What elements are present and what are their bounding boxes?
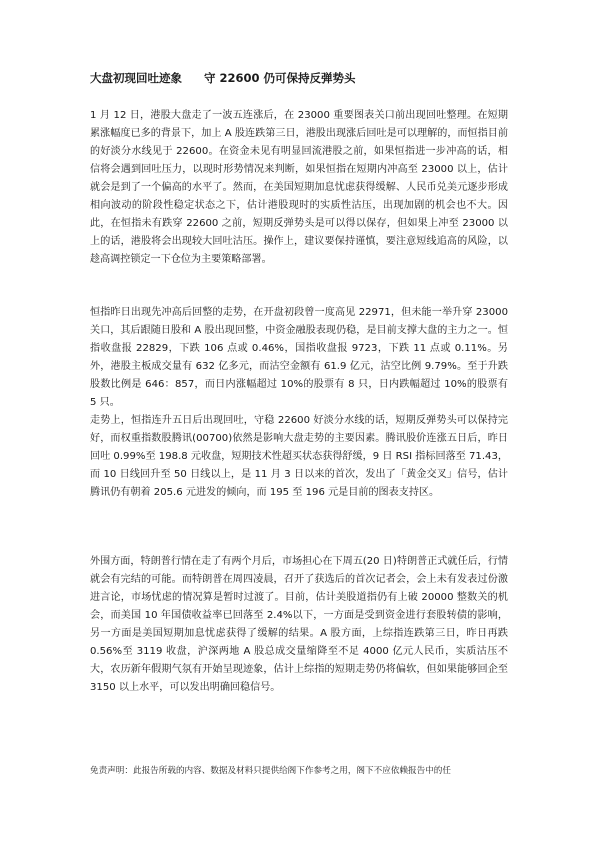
body-paragraph-4: 外围方面，特朗普行情在走了有两个月后，市场担心在下周五(20 日)特朗普正式就任后，行情就会有完结的可能。而特朗普在周四凌晨，召开了获选后的首次记者会，会上未有发表过份激进言论，市场忧虑的情况算是暂时过渡了。目前，估计美股道指仍有上破 20000 整数关的机会，而美国 10 年国债收益率已回落至 2.4%以下，一方面是受到资金进行套股转债的影响，另一方面是美国短期加息忧虑获得了缓解的结果。A 股方面，上综指连跌第三日，昨日再跌 0.56%至 3119 收盘，沪深两地 A 股总成交量缩降至不足 4000 亿元人民币，实质沽压不大，农历新年假期气氛有开始呈现迹象，估计上综指的短期走势仍将偏软，但如果能够回企至 3150 以上水平，可以发出明确回稳信号。: [90, 556, 508, 693]
body-paragraph-1: 1 月 12 日，港股大盘走了一波五连涨后，在 23000 重要图表关口前出现回吐整理。在短期累涨幅度已多的背景下，加上 A 股连跌第三日，港股出现涨后回吐是可以理解的，而恒指目前的好淡分水线见于 22600。在资金未见有明显回流港股之前，如果恒指进一步冲高的话，相信将会遇到回吐压力，以现时形势情况来判断，如果恒指在短期内冲高至 23000 以上，估计就会是到了一个偏高的水平了。然而，在美国短期加息忧虑获得缓解、人民币兑美元逐步形成相向波动的阶段性稳定状态之下，估计港股现时的实质性沽压，出现加剧的机会也不大。因此，在恒指未有跌穿 22600 之前，短期反弹势头是可以得以保存，但如果上冲至 23000 以上的话，港股将会出现较大回吐沽压。操作上，建议要保持谨慎，要注意短线追高的风险，以趁高调控锁定一下仓位为主要策略部署。: [90, 110, 508, 265]
title-main: 大盘初现回吐迹象: [90, 71, 182, 85]
disclaimer-text: 免责声明：此报告所载的内容、数据及材料只提供给阁下作参考之用，阁下不应依赖报告中的任: [90, 766, 451, 776]
body-paragraph-2: 恒指昨日出现先冲高后回整的走势，在开盘初段曾一度高见 22971，但未能一举升穿 23000 关口，其后跟随日股和 A 股出现回整，中资金融股表现仍稳，是目前支撑大盘的主力之一。恒指收盘报 22829，下跌 106 点或 0.46%，国指收盘报 9723，下跌 11 点或 0.11%。另外，港股主板成交量有 632 亿多元，而沽空金额有 61.9 亿元，沽空比例 9.79%。至于升跌股数比例是 646：857，而日内涨幅超过 10%的股票有 8 只，日内跌幅超过 10%的股票有 5 只。: [90, 307, 508, 408]
document-title: [90, 70, 510, 86]
body-paragraph-3: 走势上，恒指连升五日后出现回吐，守稳 22600 好淡分水线的话，短期反弹势头可以保持完好，而权重指数股腾讯(00700)依然是影响大盘走势的主要因素。腾讯股价连涨五日后，昨日回吐 0.99%至 198.8 元收盘，短期技术性超买状态获得舒缓，9 日 RSI 指标回落至 71.43，而 10 日线回升至 50 日线以上，是 11 月 3 日以来的首次，发出了「黄金交叉」信号，估计腾讯仍有朝着 205.6 元进发的倾向，而 195 至 196 元是目前的图表支持区。: [90, 415, 508, 498]
title-sub: 守 22600 仍可保持反弹势头: [204, 71, 356, 85]
